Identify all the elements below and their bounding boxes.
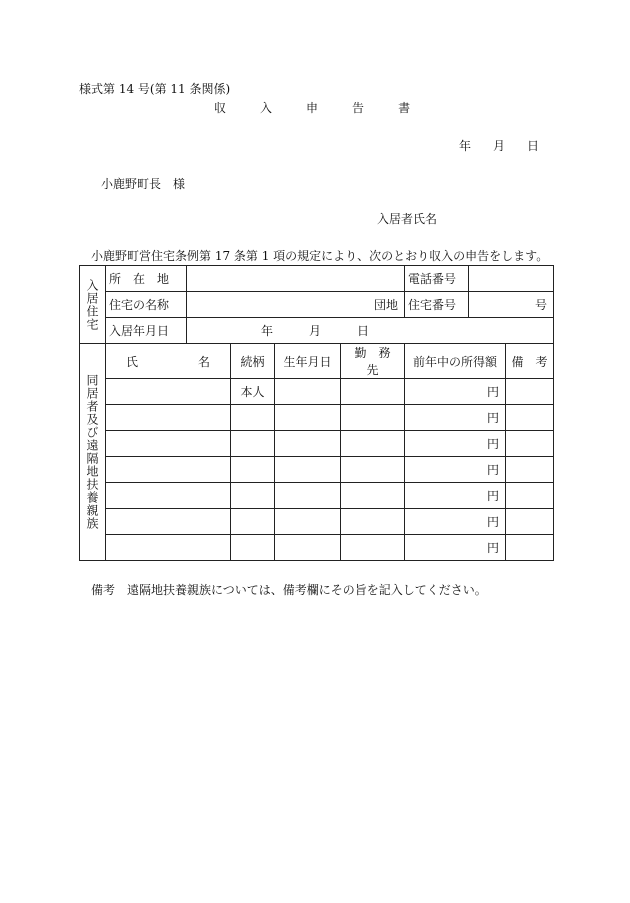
housing-number-label: 住宅番号 bbox=[405, 292, 469, 318]
member-income-field[interactable] bbox=[405, 379, 506, 405]
table-row bbox=[80, 457, 554, 483]
title-char-5: 書 bbox=[398, 101, 411, 115]
date-line bbox=[459, 137, 561, 154]
header-workplace: 勤 務 先 bbox=[341, 344, 405, 379]
self-relation: 本人 bbox=[240, 385, 265, 399]
table-row bbox=[80, 379, 554, 405]
addressee: 小鹿野町長 様 bbox=[101, 177, 186, 191]
household-header-row bbox=[80, 344, 554, 379]
member-income-field[interactable] bbox=[405, 509, 506, 535]
member-relation-field[interactable] bbox=[231, 431, 275, 457]
header-name: 氏 名 bbox=[106, 344, 231, 379]
member-birth-field[interactable] bbox=[275, 535, 341, 561]
header-income: 前年中の所得額 bbox=[405, 344, 506, 379]
member-work-field[interactable] bbox=[341, 535, 405, 561]
title-char-2: 入 bbox=[260, 101, 273, 115]
move-in-date-field[interactable] bbox=[187, 318, 554, 344]
member-relation-field[interactable] bbox=[231, 509, 275, 535]
member-birth-field[interactable] bbox=[275, 457, 341, 483]
member-name-field[interactable] bbox=[106, 431, 231, 457]
member-name-field[interactable] bbox=[106, 379, 231, 405]
residence-row-location bbox=[80, 266, 554, 292]
member-birth-field[interactable] bbox=[275, 405, 341, 431]
member-income-field[interactable] bbox=[405, 405, 506, 431]
member-remarks-field[interactable] bbox=[506, 535, 554, 561]
title-char-3: 申 bbox=[306, 101, 319, 115]
table-row bbox=[80, 483, 554, 509]
go-label: 号 bbox=[535, 298, 548, 312]
phone-field[interactable] bbox=[469, 266, 554, 292]
housing-name-field[interactable] bbox=[187, 292, 405, 318]
housing-name-label: 住宅の名称 bbox=[106, 292, 187, 318]
member-work-field[interactable] bbox=[341, 379, 405, 405]
location-field[interactable] bbox=[187, 266, 405, 292]
member-birth-field[interactable] bbox=[275, 431, 341, 457]
member-remarks-field[interactable] bbox=[506, 405, 554, 431]
household-section-label: 同居者及び遠隔地扶養親族 bbox=[80, 344, 106, 561]
member-income-field[interactable] bbox=[405, 483, 506, 509]
yen-unit: 円 bbox=[487, 463, 500, 477]
residence-row-housing bbox=[80, 292, 554, 318]
title-char-4: 告 bbox=[352, 101, 365, 115]
member-work-field[interactable] bbox=[341, 405, 405, 431]
housing-number-field[interactable] bbox=[469, 292, 554, 318]
header-birth-date: 生年月日 bbox=[275, 344, 341, 379]
member-remarks-field[interactable] bbox=[506, 457, 554, 483]
applicant-name-label: 入居者氏名 bbox=[377, 212, 438, 226]
yen-unit: 円 bbox=[487, 411, 500, 425]
table-row bbox=[80, 509, 554, 535]
header-remarks: 備 考 bbox=[506, 344, 554, 379]
year-label: 年 bbox=[459, 139, 472, 153]
member-income-field[interactable] bbox=[405, 535, 506, 561]
member-work-field[interactable] bbox=[341, 431, 405, 457]
yen-unit: 円 bbox=[487, 515, 500, 529]
member-relation-field[interactable] bbox=[231, 379, 275, 405]
move-in-date-units: 年 月 日 bbox=[261, 324, 370, 338]
danchi-label: 団地 bbox=[373, 298, 398, 312]
remark-note: 備考 遠隔地扶養親族については、備考欄にその旨を記入してください。 bbox=[91, 583, 487, 597]
member-relation-field[interactable] bbox=[231, 535, 275, 561]
member-income-field[interactable] bbox=[405, 457, 506, 483]
month-label: 月 bbox=[493, 139, 506, 153]
title-char-1: 収 bbox=[214, 101, 227, 115]
member-birth-field[interactable] bbox=[275, 509, 341, 535]
member-relation-field[interactable] bbox=[231, 457, 275, 483]
member-name-field[interactable] bbox=[106, 483, 231, 509]
phone-label: 電話番号 bbox=[405, 266, 469, 292]
document-title bbox=[214, 99, 444, 116]
yen-unit: 円 bbox=[487, 489, 500, 503]
member-remarks-field[interactable] bbox=[506, 509, 554, 535]
member-work-field[interactable] bbox=[341, 509, 405, 535]
intro-text: 小鹿野町営住宅条例第 17 条第 1 項の規定により、次のとおり収入の申告をします。 bbox=[91, 249, 549, 263]
header-relation: 続柄 bbox=[231, 344, 275, 379]
member-income-field[interactable] bbox=[405, 431, 506, 457]
income-declaration-table bbox=[79, 265, 554, 561]
member-work-field[interactable] bbox=[341, 483, 405, 509]
member-relation-field[interactable] bbox=[231, 483, 275, 509]
yen-unit: 円 bbox=[487, 437, 500, 451]
member-work-field[interactable] bbox=[341, 457, 405, 483]
yen-unit: 円 bbox=[487, 541, 500, 555]
member-name-field[interactable] bbox=[106, 405, 231, 431]
member-name-field[interactable] bbox=[106, 457, 231, 483]
member-remarks-field[interactable] bbox=[506, 483, 554, 509]
form-number: 様式第 14 号(第 11 条関係) bbox=[79, 82, 231, 96]
member-name-field[interactable] bbox=[106, 535, 231, 561]
member-name-field[interactable] bbox=[106, 509, 231, 535]
member-remarks-field[interactable] bbox=[506, 431, 554, 457]
location-label: 所 在 地 bbox=[106, 266, 187, 292]
member-birth-field[interactable] bbox=[275, 483, 341, 509]
yen-unit: 円 bbox=[487, 385, 500, 399]
residence-section-label: 入居住宅 bbox=[80, 266, 106, 344]
residence-row-move-in bbox=[80, 318, 554, 344]
member-remarks-field[interactable] bbox=[506, 379, 554, 405]
move-in-label: 入居年月日 bbox=[106, 318, 187, 344]
member-birth-field[interactable] bbox=[275, 379, 341, 405]
day-label: 日 bbox=[527, 139, 540, 153]
table-row bbox=[80, 535, 554, 561]
table-row bbox=[80, 405, 554, 431]
table-row bbox=[80, 431, 554, 457]
member-relation-field[interactable] bbox=[231, 405, 275, 431]
